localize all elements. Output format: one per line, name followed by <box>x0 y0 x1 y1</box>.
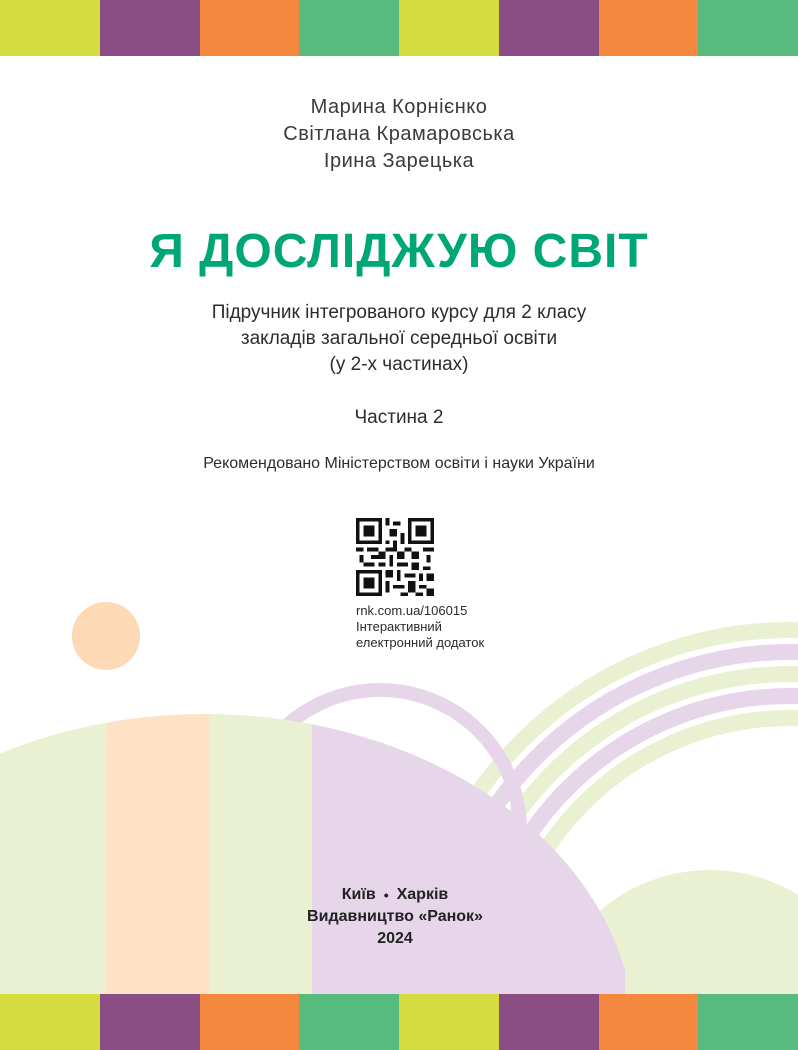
author-name: Марина Корнієнко <box>310 96 488 118</box>
stripe-segment <box>100 0 200 56</box>
publisher-cities <box>250 884 540 906</box>
qr-url-link[interactable]: rnk.com.ua/106015 <box>356 603 468 618</box>
stripe-segment <box>200 994 300 1050</box>
stripe-segment <box>299 0 399 56</box>
stripe-segment <box>698 0 798 56</box>
subtitle-line: закладів загальної середньої освіти <box>240 328 558 349</box>
stripe-segment <box>100 994 200 1050</box>
stripe-segment <box>599 994 699 1050</box>
stripe-segment <box>299 994 399 1050</box>
publisher-name: Видавництво «Ранок» <box>307 908 483 925</box>
striped-hill <box>0 700 625 1000</box>
city-name: Київ <box>341 886 376 903</box>
bottom-color-stripe <box>0 994 798 1050</box>
stripe-segment <box>0 0 100 56</box>
author-name: Світлана Крамаровська <box>283 123 515 145</box>
top-color-stripe <box>0 0 798 56</box>
book-subtitle <box>0 300 798 378</box>
sun-circle <box>72 602 140 670</box>
publisher-info <box>250 884 540 950</box>
city-name: Харків <box>396 886 449 903</box>
stripe-segment <box>399 994 499 1050</box>
stripe-segment <box>499 0 599 56</box>
stripe-segment <box>698 994 798 1050</box>
authors-list <box>0 94 798 175</box>
qr-code-icon[interactable] <box>356 518 434 596</box>
qr-caption: електронний додаток <box>356 635 485 650</box>
subtitle-line: (у 2-х частинах) <box>329 354 469 375</box>
publication-year: 2024 <box>377 930 413 947</box>
stripe-segment <box>599 0 699 56</box>
qr-caption: Інтерактивний <box>356 619 442 634</box>
subtitle-line: Підручник інтегрованого курсу для 2 класу <box>211 302 587 323</box>
stripe-segment <box>399 0 499 56</box>
author-name: Ірина Зарецька <box>323 150 475 172</box>
separator-dot: • <box>383 887 389 903</box>
part-number: Частина 2 <box>354 407 444 428</box>
stripe-segment <box>0 994 100 1050</box>
qr-info <box>356 603 484 651</box>
ministry-recommendation: Рекомендовано Міністерством освіти і науки України <box>203 455 595 472</box>
book-title: Я ДОСЛІДЖУЮ СВІТ <box>149 225 649 278</box>
stripe-segment <box>200 0 300 56</box>
stripe-segment <box>499 994 599 1050</box>
